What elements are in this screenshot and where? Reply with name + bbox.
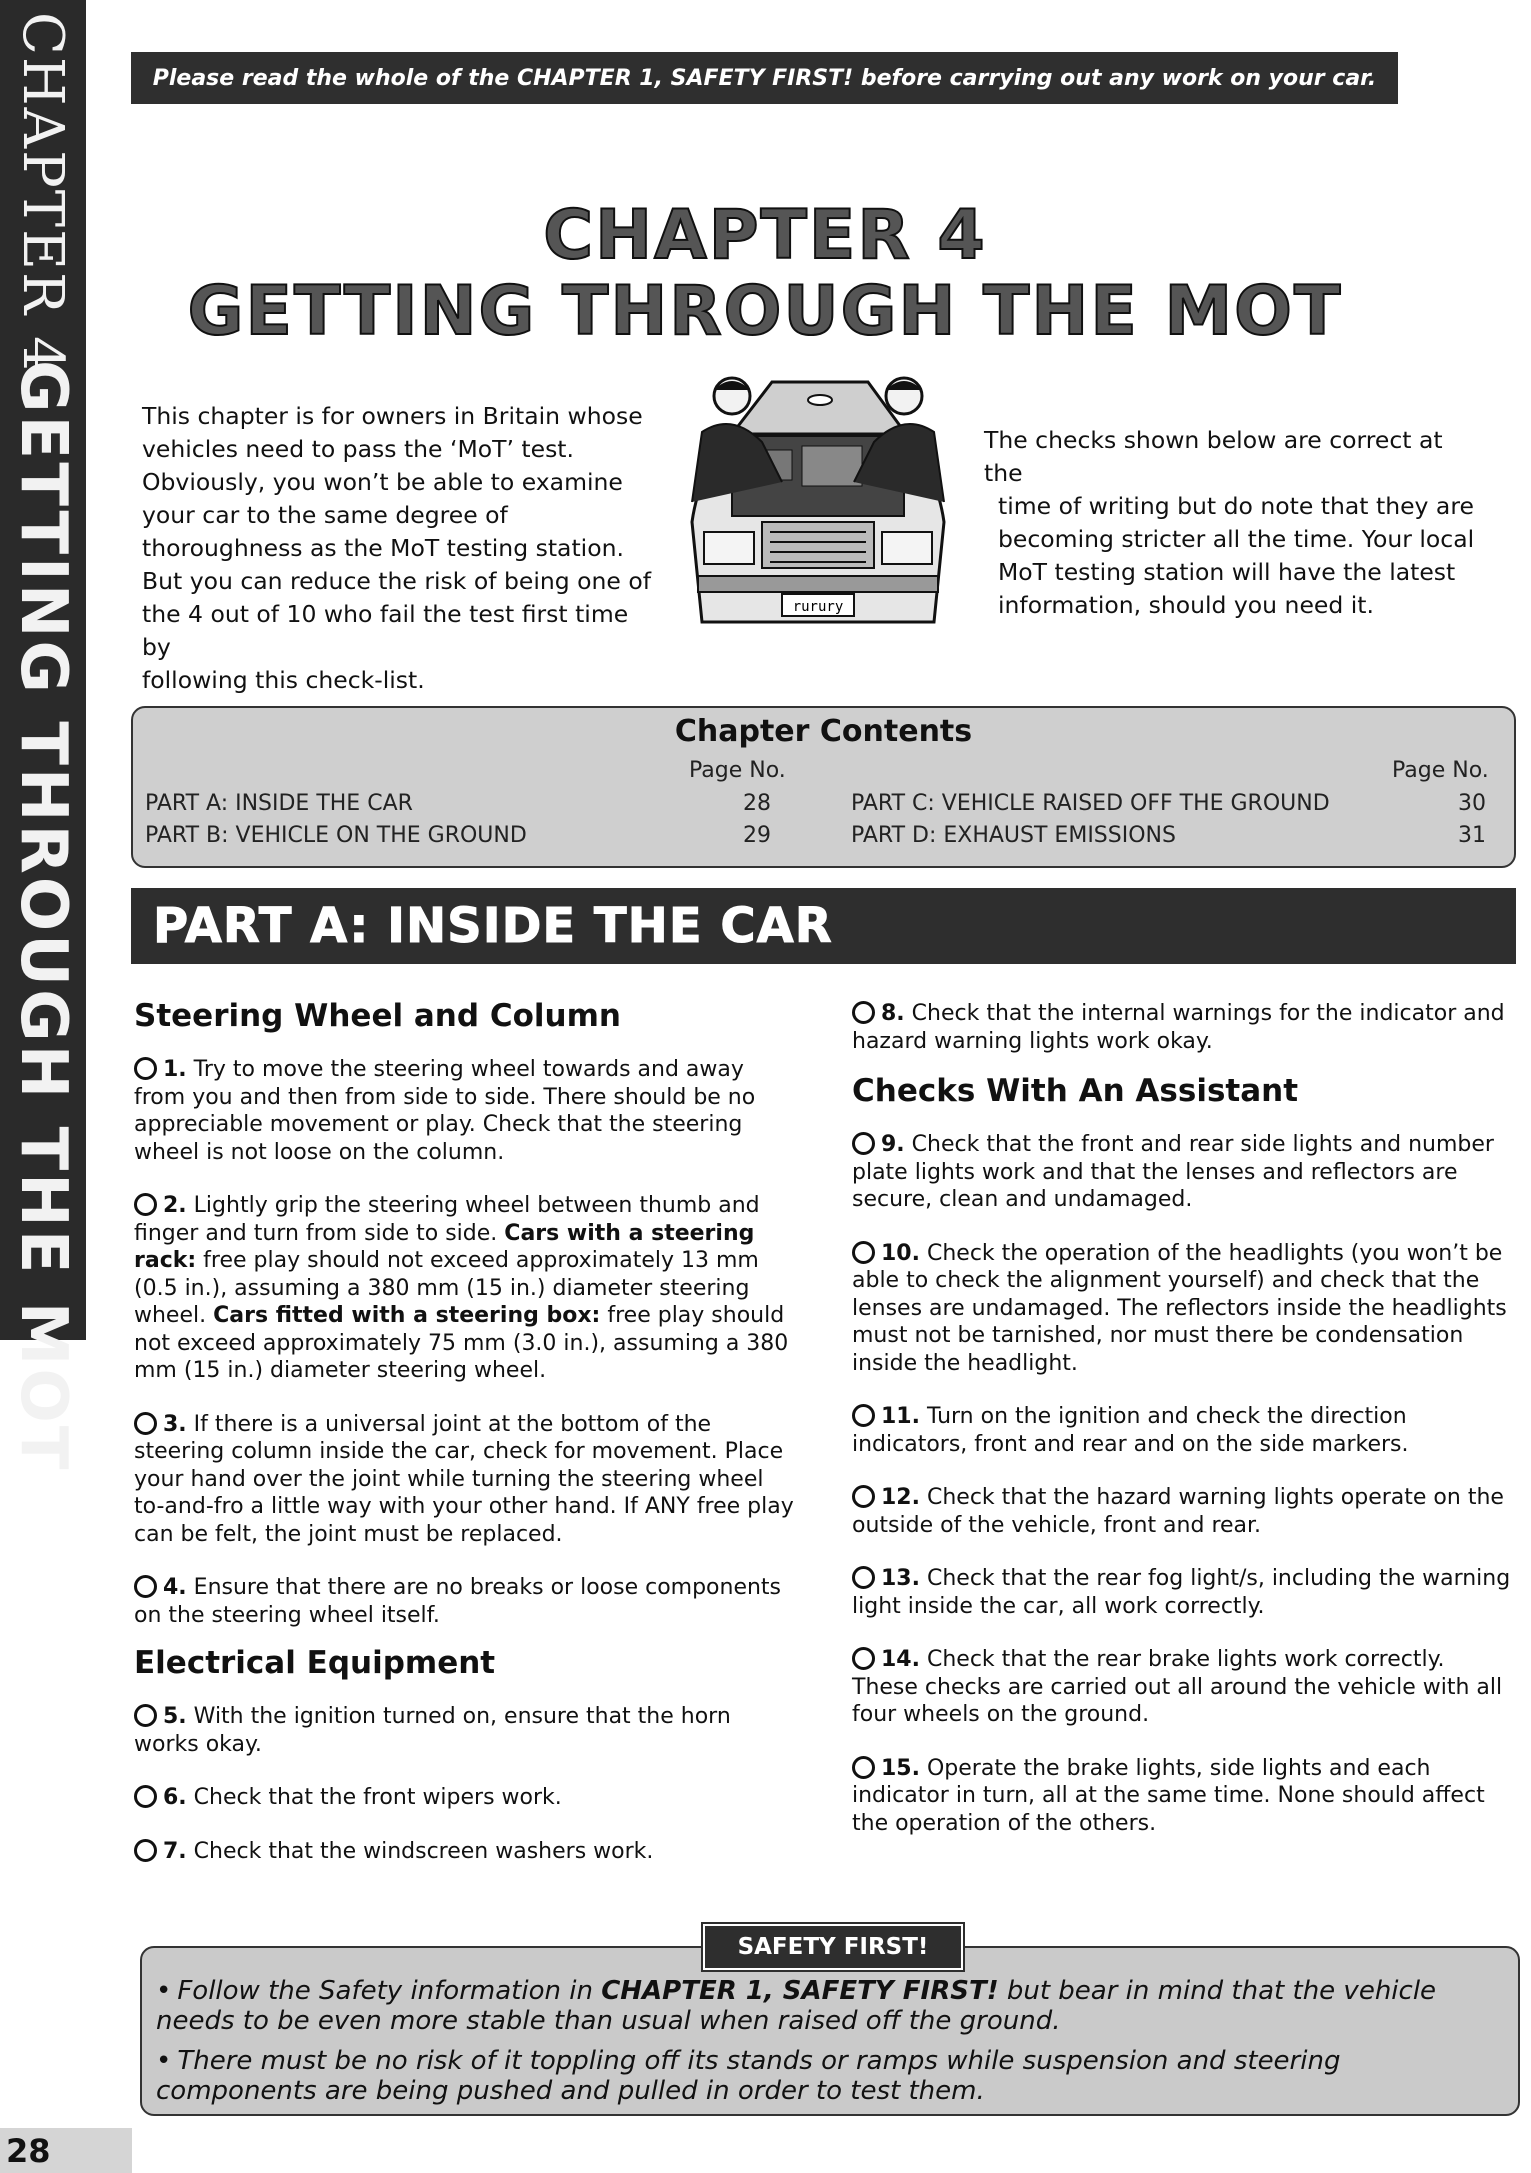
checkbox-circle-icon[interactable] — [852, 1404, 875, 1427]
contents-title: Chapter Contents — [674, 714, 973, 749]
item-bold-text: Cars with a steering rack: — [134, 1220, 755, 1273]
bullet-icon: • — [156, 1976, 172, 2006]
safety-text: but bear in mind that the vehicle needs to be even more stable than usual when raised off the ground. — [156, 1976, 1437, 2036]
safety-first-box — [140, 1946, 1520, 2116]
item-text: Check that the windscreen washers work. — [193, 1838, 654, 1864]
item-number: 5. — [163, 1704, 187, 1729]
item-number: 15. — [881, 1755, 920, 1781]
section-electrical-heading: Electrical Equipment — [134, 1645, 496, 1681]
check-item-1 — [134, 1056, 794, 1166]
safety-text: There must be no risk of it toppling off its stands or ramps while suspension and steering components are being pushed and pulled in order to test them. — [156, 2046, 1341, 2106]
intro-line: Obviously, you won’t be able to examine — [142, 468, 623, 496]
intro-line: vehicles need to pass the ‘MoT’ test. — [142, 435, 574, 463]
intro-line: information, should you need it. — [998, 591, 1374, 619]
item-text: If there is a universal joint at the bottom of the steering column inside the car, check for movement. Place your hand over the joint while turning the steering wheel to-and-fro a little way with your other hand. If ANY free play can be felt, the joint must be replaced. — [134, 1411, 794, 1547]
chapter-number-title: CHAPTER 4 — [543, 196, 987, 275]
check-item-12 — [852, 1484, 1512, 1539]
checkbox-circle-icon[interactable] — [134, 1193, 157, 1216]
chapter-contents-box — [131, 706, 1516, 868]
checkbox-circle-icon[interactable] — [852, 1566, 875, 1589]
item-number: 2. — [163, 1193, 187, 1218]
right-column — [852, 1000, 1512, 1863]
item-number: 11. — [881, 1404, 920, 1429]
intro-line: becoming stricter all the time. Your local — [998, 525, 1475, 553]
check-item-5 — [134, 1703, 794, 1758]
safety-bullet-1 — [156, 1976, 1500, 2036]
part-a-heading: PART A: INSIDE THE CAR — [131, 888, 1516, 964]
side-chapter-tab — [0, 0, 86, 1473]
item-number: 7. — [163, 1838, 187, 1864]
checkbox-circle-icon[interactable] — [134, 1412, 157, 1435]
check-item-15 — [852, 1755, 1512, 1838]
check-item-3 — [134, 1411, 794, 1549]
check-item-13 — [852, 1565, 1512, 1620]
item-text: Check that the front wipers work. — [193, 1785, 562, 1810]
contents-part-b-page: 29 — [743, 823, 771, 848]
safety-bullet-2 — [156, 2046, 1500, 2106]
check-item-2 — [134, 1192, 794, 1385]
side-chapter-title: GETTING THROUGH THE MOT — [6, 360, 80, 1473]
contents-part-a[interactable]: PART A: INSIDE THE CAR — [145, 791, 413, 816]
item-text: Ensure that there are no breaks or loose components on the steering wheel itself. — [134, 1575, 782, 1628]
item-number: 8. — [881, 1001, 905, 1026]
intro-line: your car to the same degree of — [142, 501, 508, 529]
intro-right-text — [984, 424, 1484, 622]
item-text: Check that the front and rear side lights and number plate lights work and that the lenses and reflectors are secure, clean and undamaged. — [852, 1132, 1494, 1212]
item-number: 9. — [881, 1132, 905, 1157]
safety-first-label: SAFETY FIRST! — [703, 1924, 963, 1970]
checkbox-circle-icon[interactable] — [852, 1241, 875, 1264]
check-item-8 — [852, 1000, 1512, 1055]
intro-line: MoT testing station will have the latest — [998, 558, 1456, 586]
contents-part-d-page: 31 — [1458, 823, 1486, 848]
mechanics-car-illustration — [662, 372, 974, 632]
item-text: Lightly grip the steering wheel between thumb and finger and turn from side to side. — [134, 1193, 760, 1246]
checkbox-circle-icon[interactable] — [852, 1001, 875, 1024]
check-item-6 — [134, 1784, 794, 1812]
item-text: With the ignition turned on, ensure that the horn works okay. — [134, 1704, 731, 1757]
intro-line: But you can reduce the risk of being one of — [142, 567, 652, 595]
checkbox-circle-icon[interactable] — [852, 1485, 875, 1508]
check-item-14 — [852, 1646, 1512, 1729]
contents-part-a-page: 28 — [743, 791, 771, 816]
item-text: free play should not exceed approximately 13 mm (0.5 in.), assuming a 380 mm (15 in.) diameter steering wheel. — [134, 1248, 759, 1328]
item-number: 14. — [881, 1647, 920, 1672]
checkbox-circle-icon[interactable] — [852, 1756, 875, 1779]
chapter-main-title: GETTING THROUGH THE MOT — [187, 272, 1343, 351]
intro-line: This chapter is for owners in Britain whose — [142, 402, 643, 430]
checkbox-circle-icon[interactable] — [134, 1575, 157, 1598]
checkbox-circle-icon[interactable] — [134, 1785, 157, 1808]
contents-part-c-page: 30 — [1458, 791, 1486, 816]
check-item-11 — [852, 1403, 1512, 1458]
page-no-header-left: Page No. — [689, 758, 786, 783]
check-item-10 — [852, 1240, 1512, 1378]
left-column — [134, 998, 794, 1891]
intro-left-text — [142, 400, 662, 697]
item-text: Check that the rear fog light/s, including the warning light inside the car, all work correctly. — [852, 1566, 1511, 1619]
number-plate-text: rurury — [792, 599, 844, 615]
safety-warning-bar: Please read the whole of the CHAPTER 1, SAFETY FIRST! before carrying out any work on your car. — [131, 52, 1398, 104]
section-assistant-heading: Checks With An Assistant — [852, 1073, 1299, 1109]
item-number: 12. — [881, 1485, 920, 1510]
item-number: 6. — [163, 1785, 187, 1810]
item-text: Try to move the steering wheel towards and away from you and then from side to side. There should be no appreciable movement or play. Check that the steering wheel is not loose on the column. — [134, 1057, 756, 1165]
item-number: 13. — [881, 1566, 920, 1591]
checkbox-circle-icon[interactable] — [852, 1647, 875, 1670]
item-number: 4. — [163, 1575, 187, 1600]
item-text: Check that the hazard warning lights operate on the outside of the vehicle, front and rear. — [852, 1485, 1504, 1538]
intro-line: thoroughness as the MoT testing station. — [142, 534, 624, 562]
side-chapter-label: CHAPTER 4 — [10, 12, 75, 374]
section-steering-heading: Steering Wheel and Column — [134, 998, 621, 1034]
bullet-icon: • — [156, 2046, 172, 2076]
check-item-9 — [852, 1131, 1512, 1214]
checkbox-circle-icon[interactable] — [852, 1132, 875, 1155]
intro-line: time of writing but do note that they are — [998, 492, 1474, 520]
safety-text: Follow the Safety information in — [177, 1976, 602, 2006]
intro-line: following this check-list. — [142, 666, 425, 694]
item-text: Check the operation of the headlights (you won’t be able to check the alignment yourself) and check that the lenses are undamaged. The reflectors inside the headlights must not be tarnished, nor must there be condensation inside the headlight. — [852, 1240, 1507, 1376]
page-no-header-right: Page No. — [1392, 758, 1489, 783]
checkbox-circle-icon[interactable] — [134, 1057, 157, 1080]
item-text: free play should not exceed approximately 75 mm (3.0 in.), assuming a 380 mm (15 in.) diameter steering wheel. — [134, 1303, 789, 1383]
item-text: Turn on the ignition and check the direction indicators, front and rear and on the side markers. — [852, 1404, 1409, 1457]
item-text: Check that the rear brake lights work correctly. These checks are carried out all around the vehicle with all four wheels on the ground. — [852, 1647, 1503, 1727]
checkbox-circle-icon[interactable] — [134, 1704, 157, 1727]
intro-line: The checks shown below are correct at the — [984, 426, 1443, 487]
page-number: 28 — [0, 2128, 132, 2173]
intro-line: the 4 out of 10 who fail the test first time by — [142, 600, 629, 661]
item-text: Check that the internal warnings for the indicator and hazard warning lights work okay. — [852, 1001, 1505, 1054]
item-text: Operate the brake lights, side lights and each indicator in turn, all at the same time. None should affect the operation of the others. — [852, 1755, 1485, 1836]
item-number: 1. — [163, 1057, 187, 1082]
item-number: 3. — [163, 1411, 187, 1437]
contents-part-d[interactable]: PART D: EXHAUST EMISSIONS — [851, 823, 1176, 848]
item-number: 10. — [881, 1240, 920, 1266]
contents-part-b[interactable]: PART B: VEHICLE ON THE GROUND — [145, 823, 527, 848]
safety-bold-text: CHAPTER 1, SAFETY FIRST! — [601, 1976, 999, 2006]
check-item-7 — [134, 1838, 794, 1866]
check-item-4 — [134, 1574, 794, 1629]
contents-part-c[interactable]: PART C: VEHICLE RAISED OFF THE GROUND — [851, 791, 1330, 816]
checkbox-circle-icon[interactable] — [134, 1839, 157, 1862]
item-bold-text: Cars fitted with a steering box: — [213, 1303, 601, 1328]
